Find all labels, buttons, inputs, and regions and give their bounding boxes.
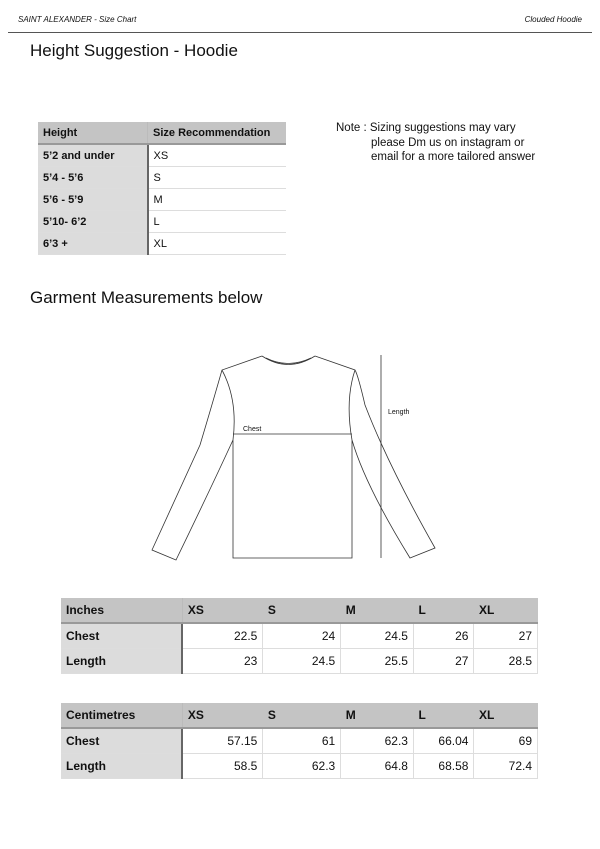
centimetres-table [61, 703, 538, 779]
header-cell: L [413, 598, 473, 623]
measure-label: Length [61, 649, 182, 674]
header-cell: XS [182, 598, 262, 623]
measure-label: Chest [61, 728, 182, 754]
measure-value: 23 [182, 649, 262, 674]
header-cell: Centimetres [61, 703, 182, 728]
hoodie-diagram [140, 345, 450, 570]
table-header-row [61, 598, 538, 623]
size-cell: XL [148, 233, 287, 255]
note-line: email for a more tailored answer [371, 151, 536, 163]
table-row [38, 144, 286, 167]
measure-value: 27 [474, 623, 538, 649]
measure-value: 25.5 [341, 649, 414, 674]
table-row [61, 649, 538, 674]
measure-value: 24 [263, 623, 341, 649]
header-cell: S [263, 598, 341, 623]
measure-value: 69 [474, 728, 538, 754]
header-cell: Inches [61, 598, 182, 623]
note-line: please Dm us on instagram or [371, 136, 525, 149]
size-cell: M [148, 189, 287, 211]
header-cell: M [341, 598, 414, 623]
header-cell: XL [474, 598, 538, 623]
height-cell: 6’3 + [38, 233, 148, 255]
note-line: Note : Sizing suggestions may vary [336, 122, 516, 134]
table-row [38, 233, 286, 255]
measure-label: Chest [61, 623, 182, 649]
inches-table [61, 598, 538, 674]
table-row [38, 167, 286, 189]
sleeve-seam-left [222, 370, 234, 440]
table-row [61, 728, 538, 754]
header-cell: XL [474, 703, 538, 728]
length-label: Length [388, 409, 410, 416]
height-section-title: Height Suggestion - Hoodie [30, 41, 238, 60]
size-cell: XS [148, 144, 287, 167]
measure-value: 26 [413, 623, 473, 649]
measure-value: 24.5 [263, 649, 341, 674]
header-cell: Height [38, 122, 148, 144]
header-brand: SAINT ALEXANDER - Size Chart [18, 15, 137, 24]
measure-value: 28.5 [474, 649, 538, 674]
table-header-row [61, 703, 538, 728]
header-cell: XS [182, 703, 262, 728]
measure-value: 22.5 [182, 623, 262, 649]
measure-value: 27 [413, 649, 473, 674]
height-table [38, 122, 286, 255]
size-cell: L [148, 211, 287, 233]
header-cell: S [263, 703, 341, 728]
table-row [38, 189, 286, 211]
measure-value: 61 [263, 728, 341, 754]
header-cell: L [413, 703, 473, 728]
height-cell: 5’2 and under [38, 144, 148, 167]
height-cell: 5’4 - 5’6 [38, 167, 148, 189]
header-divider [8, 32, 592, 33]
measure-value: 58.5 [182, 754, 262, 779]
garment-section-title: Garment Measurements below [30, 288, 263, 307]
table-row [61, 623, 538, 649]
measure-value: 68.58 [413, 754, 473, 779]
hoodie-collar-inner [266, 358, 311, 364]
measure-value: 57.15 [182, 728, 262, 754]
measure-value: 64.8 [341, 754, 414, 779]
measure-value: 66.04 [413, 728, 473, 754]
table-header-row [38, 122, 286, 144]
measure-value: 62.3 [263, 754, 341, 779]
measure-value: 72.4 [474, 754, 538, 779]
header-product: Clouded Hoodie [524, 15, 582, 24]
hoodie-outline [152, 356, 435, 560]
sleeve-seam-right [349, 370, 355, 440]
sizing-note [336, 121, 535, 165]
measure-value: 24.5 [341, 623, 414, 649]
header-cell: Size Recommendation [148, 122, 287, 144]
measure-label: Length [61, 754, 182, 779]
chest-label: Chest [243, 426, 262, 433]
height-cell: 5’10- 6’2 [38, 211, 148, 233]
measure-value: 62.3 [341, 728, 414, 754]
table-row [61, 754, 538, 779]
header-cell: M [341, 703, 414, 728]
size-cell: S [148, 167, 287, 189]
table-row [38, 211, 286, 233]
height-cell: 5’6 - 5’9 [38, 189, 148, 211]
